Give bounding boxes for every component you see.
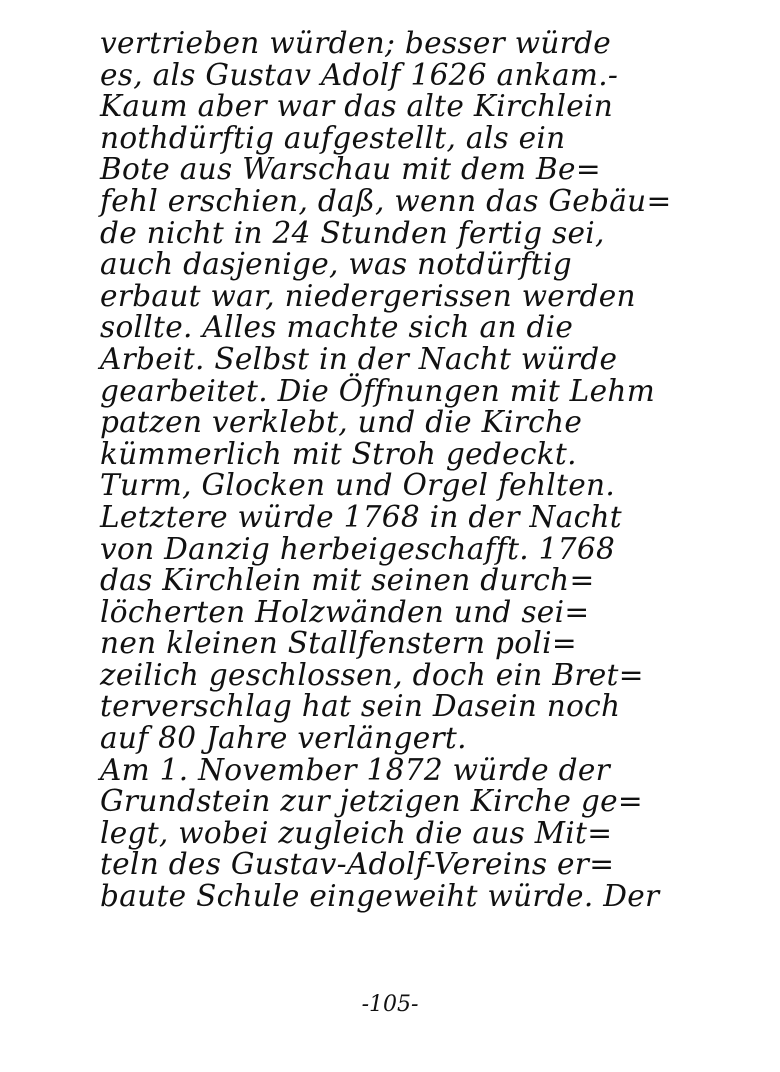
text-line: zeilich geschlossen, doch ein Bret= [100, 657, 644, 693]
text-line: patzen verklebt, und die Kirche [100, 405, 583, 441]
text-line: sollte. Alles machte sich an die [100, 310, 574, 346]
text-line: legt, wobei zugleich die aus Mit= [100, 815, 613, 851]
text-line: teln des Gustav-Adolf-Vereins er= [100, 847, 615, 883]
text-line: Letztere würde 1768 in der Nacht [100, 499, 622, 535]
text-line: vertrieben würden; besser würde [100, 26, 612, 61]
text-line: fehl erschien, daß, wenn das Gebäu= [100, 183, 672, 219]
text-line: de nicht in 24 Stunden fertig sei, [100, 215, 605, 251]
text-line: kümmerlich mit Stroh gedeckt. [100, 436, 577, 472]
text-line: nothdürftig aufgestellt, als ein [100, 120, 566, 156]
text-line: nen kleinen Stallfenstern poli= [100, 626, 577, 662]
text-line: terverschlag hat sein Dasein noch [100, 689, 621, 725]
text-line: Turm, Glocken und Orgel fehlten. [100, 468, 616, 504]
text-line: löcherten Holzwänden und sei= [100, 594, 590, 630]
text-line: gearbeitet. Die Öffnungen mit Lehm [100, 373, 656, 409]
text-line: Arbeit. Selbst in der Nacht würde [100, 341, 618, 377]
text-line: das Kirchlein mit seinen durch= [100, 563, 595, 599]
text-line: Kaum aber war das alte Kirchlein [100, 89, 614, 125]
text-line: Grundstein zur jetzigen Kirche ge= [100, 784, 643, 820]
text-line: erbaut war, niedergerissen werden [100, 278, 636, 314]
text-line: auf 80 Jahre verlängert. [100, 721, 467, 757]
manuscript-text-block [100, 28, 750, 913]
text-line: Am 1. November 1872 würde der [100, 752, 611, 788]
text-line: Bote aus Warschau mit dem Be= [100, 152, 601, 188]
page-number: -105- [361, 992, 419, 1017]
text-line: es, als Gustav Adolf 1626 ankam.- [100, 57, 619, 93]
text-line: von Danzig herbeigeschafft. 1768 [100, 531, 616, 567]
text-line: auch dasjenige, was notdürftig [100, 247, 572, 283]
text-line: baute Schule eingeweiht würde. Der [100, 879, 660, 915]
